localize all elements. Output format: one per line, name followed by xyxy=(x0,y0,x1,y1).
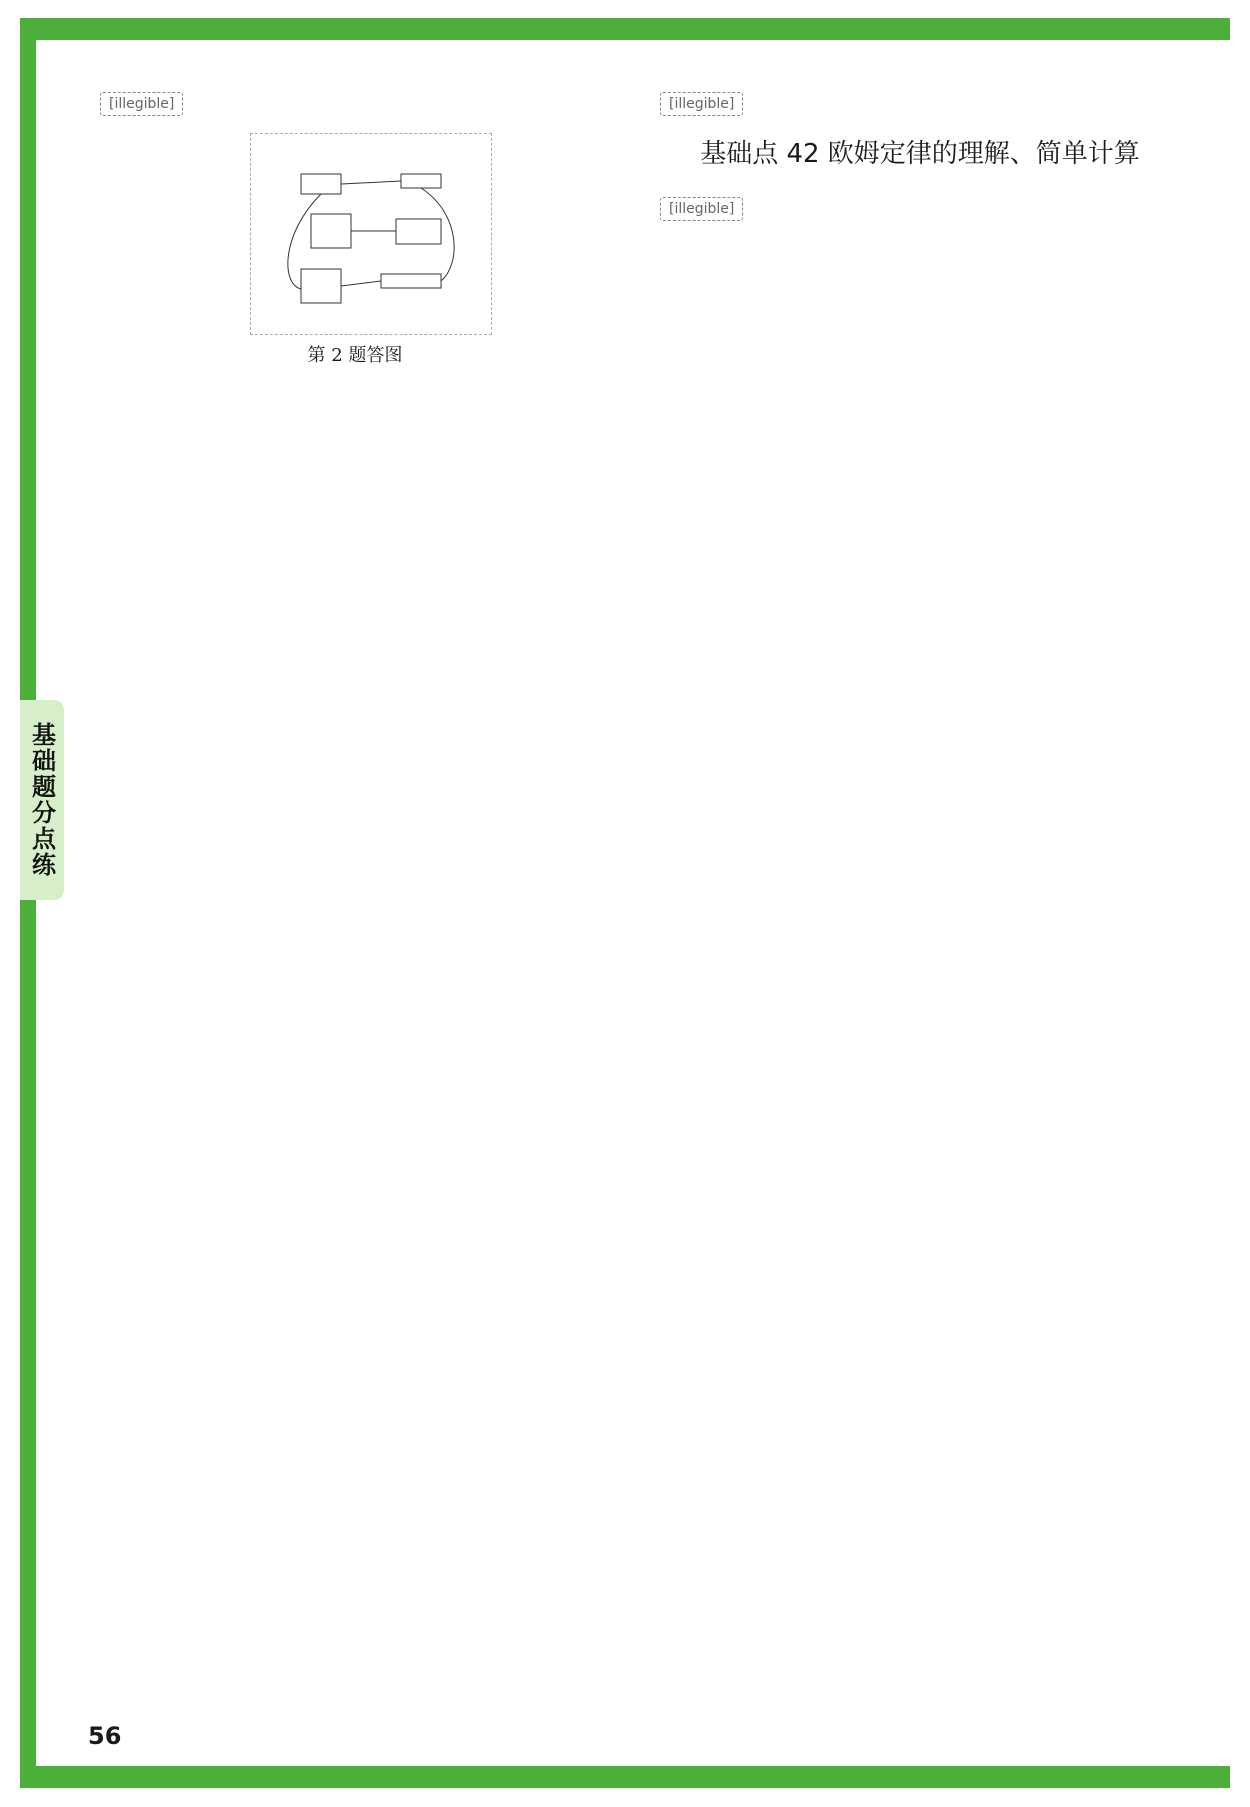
side-tab-label: 基础题分点练 xyxy=(27,722,56,878)
left-column xyxy=(100,80,630,371)
circuit-diagram-icon xyxy=(271,154,471,314)
right-column-content-top: [illegible] xyxy=(660,92,743,116)
side-tab xyxy=(20,700,64,900)
right-column xyxy=(660,80,1180,228)
circuit-figure xyxy=(250,133,492,335)
left-column-content: [illegible] xyxy=(100,92,183,116)
page-frame-top xyxy=(20,18,1230,40)
right-column-content-bottom: [illegible] xyxy=(660,197,743,221)
figure-caption: 第 2 题答图 xyxy=(307,345,403,366)
page-frame-left xyxy=(20,18,36,1788)
section-heading: 基础点 42 欧姆定律的理解、简单计算 xyxy=(700,139,1140,169)
page-frame-bottom xyxy=(20,1766,1230,1788)
page-number: 56 xyxy=(88,1722,122,1750)
